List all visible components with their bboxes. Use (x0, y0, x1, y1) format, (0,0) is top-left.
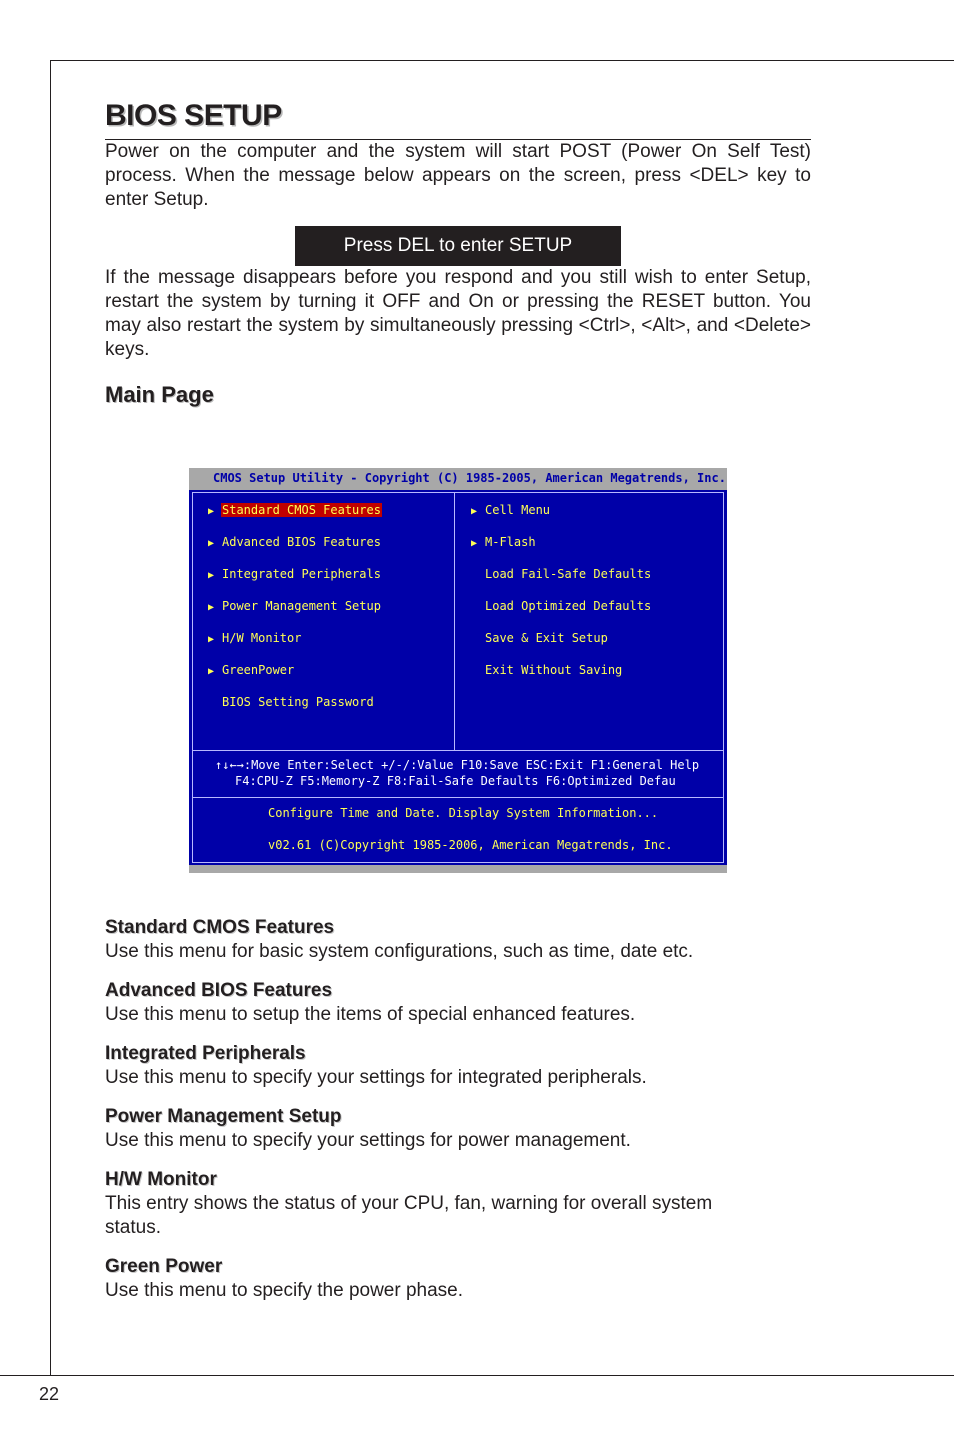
arrow-right-icon: ▶ (208, 602, 215, 613)
definition-term: Standard CMOS Features (105, 917, 335, 938)
bios-menu-power-management[interactable]: ▶ Power Management Setup (208, 598, 382, 614)
definition-desc: Use this menu for basic system configurations, such as time, date etc. (105, 941, 694, 962)
bios-menu-save-exit[interactable]: Save & Exit Setup (485, 631, 608, 645)
arrow-right-icon: ▶ (208, 666, 215, 677)
bios-menu-exit-without-saving[interactable]: Exit Without Saving (485, 663, 623, 677)
bios-menu-load-fail-safe[interactable]: Load Fail-Safe Defaults (485, 567, 652, 581)
intro-paragraph: Power on the computer and the system will start POST (Power On Self Test) process. When the message below appears on the screen, press <DEL> key to enter Setup. (105, 141, 811, 210)
main-page-heading: Main Page (105, 382, 214, 407)
page-content (105, 96, 811, 410)
definition-power-management (105, 1105, 811, 1153)
bios-help-divider (192, 750, 724, 751)
definition-desc: Use this menu to specify your settings for power management. (105, 1130, 631, 1151)
definition-desc: This entry shows the status of your CPU, fan, warning for overall system status. (105, 1193, 713, 1238)
definition-desc: Use this menu to setup the items of special enhanced features. (105, 1004, 636, 1025)
definition-desc: Use this menu to specify your settings for integrated peripherals. (105, 1067, 647, 1088)
frame-left-rule (50, 60, 51, 1375)
definition-term: Power Management Setup (105, 1106, 342, 1127)
bios-title-text: CMOS Setup Utility - Copyright (C) 1985-2005, American Megatrends, Inc. (213, 471, 726, 485)
del-message-box: Press DEL to enter SETUP (295, 226, 621, 266)
arrow-right-icon: ▶ (208, 506, 215, 517)
bios-info-line-2: v02.61 (C)Copyright 1985-2006, American Megatrends, Inc. (268, 838, 673, 852)
definition-integrated-peripherals (105, 1042, 811, 1090)
definition-term: Integrated Peripherals (105, 1043, 306, 1064)
bios-bottom-bar (189, 865, 727, 873)
bios-screenshot (189, 468, 727, 873)
bios-menu-setting-password[interactable]: BIOS Setting Password (222, 695, 374, 709)
arrow-right-icon: ▶ (208, 634, 215, 645)
bios-info-divider (192, 797, 724, 798)
bios-menu-m-flash[interactable]: ▶ M-Flash (471, 534, 537, 550)
definition-term: Green Power (105, 1256, 223, 1277)
definition-term: H/W Monitor (105, 1169, 217, 1190)
bios-help-line-2: F4:CPU-Z F5:Memory-Z F8:Fail-Safe Defaults F6:Optimized Defau (235, 774, 676, 788)
bios-menu-hw-monitor[interactable]: ▶ H/W Monitor (208, 630, 302, 646)
restart-paragraph: If the message disappears before you respond and you still wish to enter Setup, restart the system by turning it OFF and On or pressing the RESET button. You may also restart the system by simultaneously pressing <Ctrl>, <Alt>, and <Delete> keys. (105, 267, 811, 360)
definition-advanced-bios (105, 979, 811, 1027)
bios-menu-load-optimized[interactable]: Load Optimized Defaults (485, 599, 652, 613)
bios-menu-advanced-bios[interactable]: ▶ Advanced BIOS Features (208, 534, 382, 550)
bios-menu-cell-menu[interactable]: ▶ Cell Menu (471, 502, 551, 518)
menu-definitions (105, 916, 811, 1318)
definition-term: Advanced BIOS Features (105, 980, 333, 1001)
bios-menu-standard-cmos[interactable]: ▶ Standard CMOS Features (208, 502, 382, 518)
bios-column-divider (454, 492, 455, 750)
frame-top-rule (50, 60, 954, 61)
page-number: 22 (39, 1384, 60, 1404)
bios-title-bar (189, 468, 727, 490)
bios-menu-integrated-peripherals[interactable]: ▶ Integrated Peripherals (208, 566, 382, 582)
bios-info-line-1: Configure Time and Date. Display System Information... (268, 806, 659, 820)
arrow-right-icon: ▶ (471, 538, 478, 549)
definition-standard-cmos (105, 916, 811, 964)
arrow-right-icon: ▶ (471, 506, 478, 517)
page-title: BIOS SETUP (105, 99, 282, 132)
bios-menu-greenpower[interactable]: ▶ GreenPower (208, 662, 295, 678)
definition-desc: Use this menu to specify the power phase. (105, 1280, 464, 1301)
bios-help-line-1: ↑↓←→:Move Enter:Select +/-/:Value F10:Save ESC:Exit F1:General Help (215, 758, 700, 772)
definition-green-power (105, 1255, 811, 1303)
definition-hw-monitor (105, 1168, 811, 1240)
arrow-right-icon: ▶ (208, 538, 215, 549)
frame-bottom-rule (0, 1375, 954, 1376)
arrow-right-icon: ▶ (208, 570, 215, 581)
